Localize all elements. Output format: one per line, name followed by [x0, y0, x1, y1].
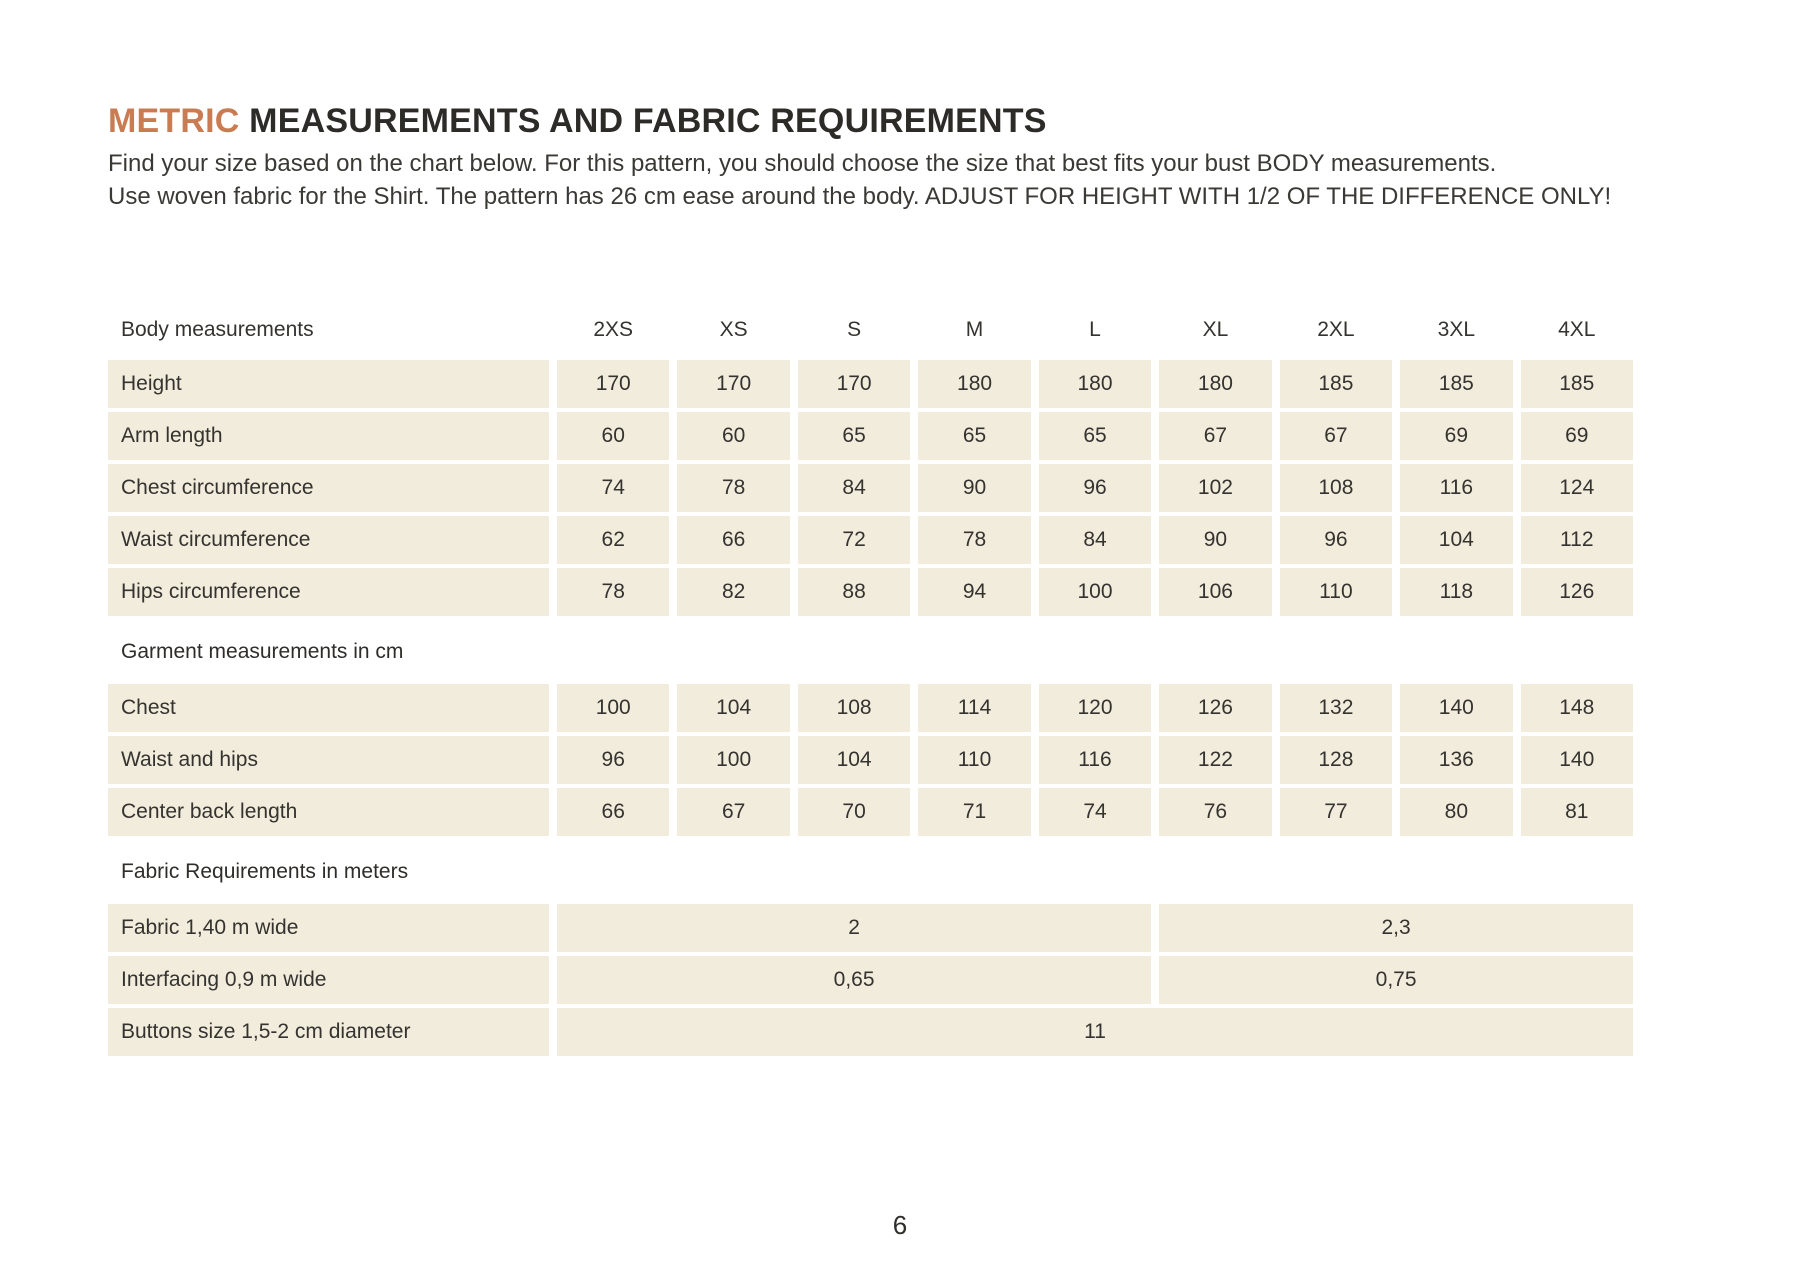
- value-cell: 185: [1521, 360, 1633, 408]
- value-cell: 60: [677, 412, 789, 460]
- page-title-accent: METRIC: [108, 102, 240, 140]
- value-cell: 74: [557, 464, 669, 512]
- section-header-fabric-requirements: Fabric Requirements in meters: [121, 860, 409, 883]
- value-cell: 180: [1039, 360, 1151, 408]
- value-cell: 90: [1159, 516, 1271, 564]
- row-label: Waist and hips: [108, 736, 549, 784]
- value-cell: 76: [1159, 788, 1271, 836]
- value-cell: 80: [1400, 788, 1512, 836]
- row-label: Height: [108, 360, 549, 408]
- table-row-hips-circumference: [108, 568, 1633, 616]
- table-header-row: [108, 313, 1633, 347]
- row-label: Buttons size 1,5-2 cm diameter: [108, 1008, 549, 1056]
- row-label: Interfacing 0,9 m wide: [108, 956, 549, 1004]
- value-cell: 132: [1280, 684, 1392, 732]
- value-cell: 122: [1159, 736, 1271, 784]
- table-row-chest-circumference: [108, 464, 1633, 512]
- row-label: Hips circumference: [108, 568, 549, 616]
- value-cell: 88: [798, 568, 910, 616]
- intro-line-2: Use woven fabric for the Shirt. The pattern has 26 cm ease around the body. ADJUST FOR HEIGHT WITH 1/2 OF THE DIFFERENCE ONLY!: [108, 183, 1612, 210]
- value-cell: 66: [677, 516, 789, 564]
- value-cell: 185: [1400, 360, 1512, 408]
- column-header-body-measurements: Body measurements: [121, 318, 314, 341]
- value-cell: 60: [557, 412, 669, 460]
- value-cell: 110: [1280, 568, 1392, 616]
- value-cell: 148: [1521, 684, 1633, 732]
- row-label: Chest circumference: [108, 464, 549, 512]
- value-cell: 71: [918, 788, 1030, 836]
- value-cell: 65: [798, 412, 910, 460]
- value-cell: 110: [918, 736, 1030, 784]
- merged-value-cell: 2: [557, 904, 1151, 952]
- row-label: Center back length: [108, 788, 549, 836]
- value-cell: 90: [918, 464, 1030, 512]
- value-cell: 77: [1280, 788, 1392, 836]
- value-cell: 118: [1400, 568, 1512, 616]
- value-cell: 67: [1280, 412, 1392, 460]
- value-cell: 104: [798, 736, 910, 784]
- table-row-center-back-length: [108, 788, 1633, 836]
- column-header-size-l: L: [1089, 318, 1101, 341]
- table-row-fabric-wide: [108, 904, 1633, 952]
- value-cell: 72: [798, 516, 910, 564]
- value-cell: 126: [1159, 684, 1271, 732]
- column-header-size-xs: XS: [719, 318, 748, 341]
- value-cell: 136: [1400, 736, 1512, 784]
- value-cell: 180: [1159, 360, 1271, 408]
- value-cell: 120: [1039, 684, 1151, 732]
- value-cell: 65: [918, 412, 1030, 460]
- intro-line-1: Find your size based on the chart below. For this pattern, you should choose the size that best fits your bust BODY measurements.: [108, 150, 1497, 177]
- table-row-buttons-size: [108, 1008, 1633, 1056]
- value-cell: 170: [557, 360, 669, 408]
- value-cell: 82: [677, 568, 789, 616]
- value-cell: 62: [557, 516, 669, 564]
- value-cell: 170: [677, 360, 789, 408]
- column-header-size-2xs: 2XS: [593, 318, 634, 341]
- row-label: Arm length: [108, 412, 549, 460]
- column-header-size-4xl: 4XL: [1558, 318, 1596, 341]
- value-cell: 100: [677, 736, 789, 784]
- value-cell: 104: [1400, 516, 1512, 564]
- column-header-size-2xl: 2XL: [1317, 318, 1355, 341]
- value-cell: 65: [1039, 412, 1151, 460]
- value-cell: 128: [1280, 736, 1392, 784]
- value-cell: 124: [1521, 464, 1633, 512]
- row-label: Waist circumference: [108, 516, 549, 564]
- page-title: [108, 101, 1633, 141]
- page-title-rest: MEASUREMENTS AND FABRIC REQUIREMENTS: [239, 102, 1047, 140]
- merged-value-cell: 0,75: [1159, 956, 1633, 1004]
- value-cell: 185: [1280, 360, 1392, 408]
- value-cell: 84: [1039, 516, 1151, 564]
- value-cell: 67: [1159, 412, 1271, 460]
- value-cell: 67: [677, 788, 789, 836]
- value-cell: 94: [918, 568, 1030, 616]
- value-cell: 102: [1159, 464, 1271, 512]
- value-cell: 116: [1039, 736, 1151, 784]
- value-cell: 74: [1039, 788, 1151, 836]
- value-cell: 108: [798, 684, 910, 732]
- row-label: Chest: [108, 684, 549, 732]
- value-cell: 116: [1400, 464, 1512, 512]
- value-cell: 69: [1521, 412, 1633, 460]
- column-header-size-s: S: [847, 318, 862, 341]
- value-cell: 140: [1400, 684, 1512, 732]
- value-cell: 104: [677, 684, 789, 732]
- value-cell: 180: [918, 360, 1030, 408]
- column-header-size-xl: XL: [1202, 318, 1229, 341]
- value-cell: 78: [677, 464, 789, 512]
- value-cell: 108: [1280, 464, 1392, 512]
- value-cell: 81: [1521, 788, 1633, 836]
- value-cell: 140: [1521, 736, 1633, 784]
- value-cell: 170: [798, 360, 910, 408]
- merged-value-cell: 2,3: [1159, 904, 1633, 952]
- intro-paragraph: [108, 147, 1633, 213]
- value-cell: 66: [557, 788, 669, 836]
- value-cell: 100: [1039, 568, 1151, 616]
- value-cell: 100: [557, 684, 669, 732]
- page-content: [108, 101, 1633, 1060]
- value-cell: 106: [1159, 568, 1271, 616]
- value-cell: 96: [557, 736, 669, 784]
- table-row-arm-length: [108, 412, 1633, 460]
- table-row-waist-circumference: [108, 516, 1633, 564]
- table-row-garment-waist-and-hips: [108, 736, 1633, 784]
- table-row-height: [108, 360, 1633, 408]
- value-cell: 114: [918, 684, 1030, 732]
- table-row-garment-chest: [108, 684, 1633, 732]
- value-cell: 126: [1521, 568, 1633, 616]
- value-cell: 96: [1280, 516, 1392, 564]
- column-header-size-m: M: [965, 318, 984, 341]
- merged-value-cell: 0,65: [557, 956, 1151, 1004]
- merged-value-cell: 11: [557, 1008, 1633, 1056]
- value-cell: 112: [1521, 516, 1633, 564]
- row-label: Fabric 1,40 m wide: [108, 904, 549, 952]
- value-cell: 96: [1039, 464, 1151, 512]
- column-header-size-3xl: 3XL: [1437, 318, 1476, 341]
- size-chart-table: [108, 313, 1633, 1056]
- value-cell: 78: [918, 516, 1030, 564]
- section-header-garment-measurements: Garment measurements in cm: [121, 640, 404, 663]
- value-cell: 78: [557, 568, 669, 616]
- value-cell: 84: [798, 464, 910, 512]
- page-number: 6: [892, 1210, 908, 1240]
- value-cell: 70: [798, 788, 910, 836]
- value-cell: 69: [1400, 412, 1512, 460]
- table-row-interfacing-wide: [108, 956, 1633, 1004]
